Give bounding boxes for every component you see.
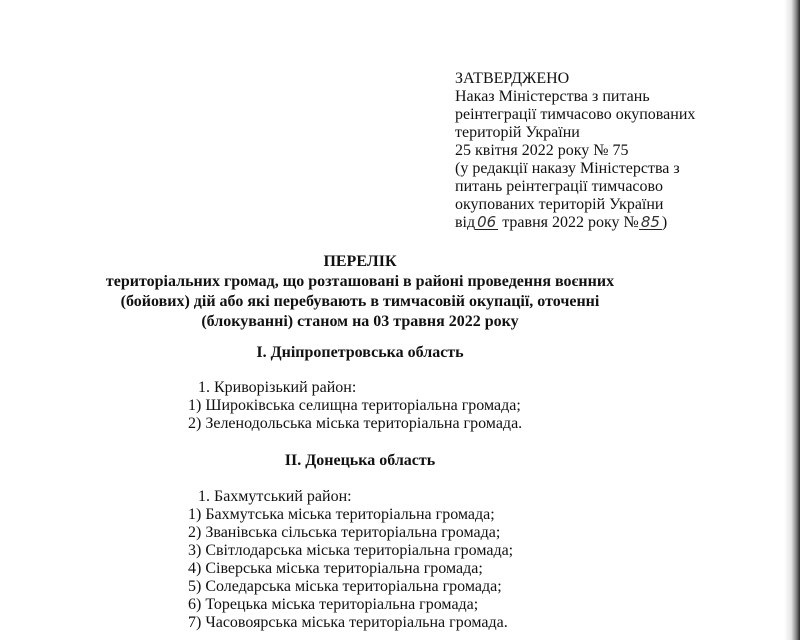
section-list bbox=[188, 379, 748, 433]
approval-title: ЗАТВЕРДЖЕНО bbox=[455, 70, 570, 87]
list-item: 7) Часовоярська міська територіальна громада. bbox=[188, 614, 508, 631]
amendment-suffix: ) bbox=[661, 214, 668, 231]
section-title: І. Дніпропетровська область bbox=[256, 344, 464, 361]
list-item: 6) Торецька міська територіальна громада; bbox=[188, 596, 479, 613]
district-heading: 1. Криворізький район: bbox=[198, 379, 357, 396]
list-item: 1) Бахмутська міська територіальна громада; bbox=[188, 506, 495, 523]
amendment-prefix: від bbox=[455, 214, 476, 231]
approval-stamp-block bbox=[455, 70, 715, 232]
approval-amendment-line bbox=[455, 214, 715, 232]
list-item: 2) Званівська сільська територіальна громада; bbox=[188, 524, 501, 541]
heading-line: (бойових) дій або які перебувають в тимчасовій окупації, оточенні bbox=[120, 293, 600, 310]
approval-line: реінтеграції тимчасово окупованих bbox=[455, 106, 696, 123]
list-item: 2) Зеленодольська міська територіальна громада. bbox=[188, 415, 523, 432]
approval-line: (у редакції наказу Міністерства з bbox=[455, 160, 680, 177]
approval-line: територій України bbox=[455, 124, 580, 141]
heading-line: територіальних громад, що розташовані в районі проведення воєнних bbox=[105, 273, 615, 290]
document-heading bbox=[90, 253, 630, 333]
section-list bbox=[188, 488, 748, 632]
heading-line: (блокуванні) станом на 03 травня 2022 року bbox=[201, 313, 519, 330]
list-item: 4) Сіверська міська територіальна громада; bbox=[188, 560, 483, 577]
handwritten-number: 85 bbox=[640, 213, 660, 231]
list-item: 1) Широківська селищна територіальна громада; bbox=[188, 397, 521, 414]
approval-date-line: 25 квітня 2022 року № 75 bbox=[455, 142, 629, 159]
handwritten-day: 06 bbox=[477, 213, 497, 231]
document-title: ПЕРЕЛІК bbox=[323, 253, 397, 270]
section-title: ІІ. Донецька область bbox=[284, 452, 436, 469]
list-item: 3) Світлодарська міська територіальна громада; bbox=[188, 542, 514, 559]
list-item: 5) Соледарська міська територіальна громада; bbox=[188, 578, 502, 595]
scan-edge-shadow bbox=[784, 0, 800, 640]
approval-line: окупованих територій України bbox=[455, 196, 664, 213]
approval-line: питань реінтеграції тимчасово bbox=[455, 178, 663, 195]
amendment-middle: травня 2022 року № bbox=[502, 214, 639, 231]
approval-line: Наказ Міністерства з питань bbox=[455, 88, 650, 105]
district-heading: 1. Бахмутський район: bbox=[198, 488, 352, 505]
